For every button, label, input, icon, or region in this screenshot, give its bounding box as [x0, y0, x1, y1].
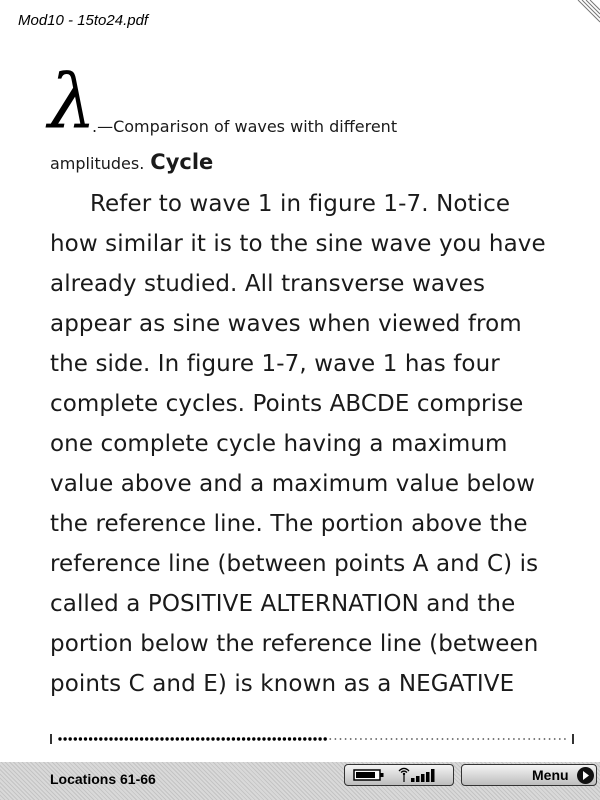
- progress-dot-unread: [416, 738, 418, 740]
- progress-dot-read: [211, 737, 214, 740]
- location-indicator: Locations 61-66: [50, 771, 156, 787]
- progress-dot-read: [176, 737, 179, 740]
- body-line: the side. In figure 1-7, wave 1 has four: [50, 351, 500, 377]
- menu-button[interactable]: [461, 764, 597, 786]
- progress-dot-unread: [482, 738, 484, 740]
- progress-dot-read: [125, 737, 128, 740]
- progress-dot-unread: [386, 738, 388, 740]
- body-line: points C and E) is known as a NEGATIVE: [50, 671, 515, 697]
- progress-dot-unread: [452, 738, 454, 740]
- progress-dot-unread: [493, 738, 495, 740]
- progress-dot-read: [227, 737, 230, 740]
- figure-caption: [48, 57, 570, 174]
- progress-dot-unread: [472, 738, 474, 740]
- wireless-signal-icon: [397, 766, 445, 784]
- progress-dot-read: [120, 737, 123, 740]
- progress-dot-unread: [396, 738, 398, 740]
- body-line: complete cycles. Points ABCDE comprise: [50, 391, 524, 417]
- body-line: appear as sine waves when viewed from: [50, 311, 522, 337]
- body-line: the reference line. The portion above the: [50, 511, 528, 537]
- progress-dot-read: [63, 737, 66, 740]
- lambda-glyph: λ: [48, 57, 97, 146]
- progress-dot-unread: [329, 738, 331, 740]
- progress-dot-unread: [467, 738, 469, 740]
- progress-dot-unread: [350, 738, 352, 740]
- progress-dot-read: [155, 737, 158, 740]
- progress-dot-unread: [447, 738, 449, 740]
- caption-text-line1: .—Comparison of waves with different: [92, 117, 398, 136]
- progress-dot-read: [69, 737, 72, 740]
- progress-dot-read: [186, 737, 189, 740]
- progress-dot-unread: [518, 738, 520, 740]
- progress-dot-read: [283, 737, 286, 740]
- progress-dot-read: [237, 737, 240, 740]
- page-content[interactable]: [48, 57, 570, 697]
- progress-dot-read: [298, 737, 301, 740]
- caption-line2: [50, 150, 213, 174]
- progress-dot-read: [58, 737, 61, 740]
- progress-dot-unread: [564, 738, 566, 740]
- body-line: how similar it is to the sine wave you have: [50, 231, 546, 257]
- arrow-right-icon: [577, 767, 594, 784]
- progress-dot-unread: [355, 738, 357, 740]
- progress-dot-read: [262, 737, 265, 740]
- progress-dot-read: [308, 737, 311, 740]
- body-line: Refer to wave 1 in figure 1-7. Notice: [90, 191, 511, 217]
- progress-dot-read: [273, 737, 276, 740]
- device-status-indicator[interactable]: [344, 764, 454, 786]
- caption-text-line2: amplitudes.: [50, 154, 145, 173]
- progress-dot-read: [206, 737, 209, 740]
- progress-dot-read: [150, 737, 153, 740]
- progress-dot-unread: [559, 738, 561, 740]
- progress-dot-read: [247, 737, 250, 740]
- progress-dot-unread: [508, 738, 510, 740]
- progress-dot-unread: [437, 738, 439, 740]
- section-heading: Cycle: [150, 150, 214, 174]
- progress-dot-read: [288, 737, 291, 740]
- progress-dot-read: [89, 737, 92, 740]
- progress-dot-read: [242, 737, 245, 740]
- progress-dot-read: [140, 737, 143, 740]
- progress-dot-unread: [335, 738, 337, 740]
- progress-dot-unread: [375, 738, 377, 740]
- progress-dot-read: [130, 737, 133, 740]
- progress-dot-read: [104, 737, 107, 740]
- progress-dot-unread: [442, 738, 444, 740]
- progress-dot-read: [318, 737, 321, 740]
- progress-dot-read: [278, 737, 281, 740]
- progress-dot-unread: [380, 738, 382, 740]
- status-bar: [0, 762, 600, 800]
- body-line: already studied. All transverse waves: [50, 271, 486, 297]
- progress-dot-unread: [513, 738, 515, 740]
- progress-dot-unread: [477, 738, 479, 740]
- body-line: one complete cycle having a maximum: [50, 431, 508, 457]
- progress-dot-read: [196, 737, 199, 740]
- progress-dot-read: [135, 737, 138, 740]
- battery-icon: [353, 768, 385, 782]
- progress-dot-read: [324, 737, 327, 740]
- progress-dot-read: [109, 737, 112, 740]
- progress-dot-unread: [406, 738, 408, 740]
- progress-dot-unread: [488, 738, 490, 740]
- progress-dot-unread: [457, 738, 459, 740]
- progress-dot-unread: [431, 738, 433, 740]
- progress-dot-read: [191, 737, 194, 740]
- progress-dot-unread: [391, 738, 393, 740]
- progress-dot-unread: [544, 738, 546, 740]
- progress-dot-read: [84, 737, 87, 740]
- progress-dot-read: [252, 737, 255, 740]
- progress-dot-read: [99, 737, 102, 740]
- progress-dot-unread: [528, 738, 530, 740]
- body-line: called a POSITIVE ALTERNATION and the: [50, 591, 516, 617]
- progress-dot-read: [293, 737, 296, 740]
- progress-dot-unread: [503, 738, 505, 740]
- progress-dot-unread: [523, 738, 525, 740]
- progress-dot-unread: [340, 738, 342, 740]
- progress-dot-read: [79, 737, 82, 740]
- progress-dot-read: [165, 737, 168, 740]
- body-line: reference line (between points A and C) is: [50, 551, 539, 577]
- progress-dot-unread: [370, 738, 372, 740]
- progress-dot-read: [74, 737, 77, 740]
- progress-dot-read: [94, 737, 97, 740]
- body-paragraph: [50, 184, 546, 704]
- progress-dot-unread: [554, 738, 556, 740]
- progress-dot-unread: [498, 738, 500, 740]
- progress-dot-unread: [462, 738, 464, 740]
- document-title: Mod10 - 15to24.pdf: [18, 12, 149, 29]
- progress-dot-read: [171, 737, 174, 740]
- progress-dot-read: [114, 737, 117, 740]
- progress-dot-unread: [365, 738, 367, 740]
- body-line: portion below the reference line (between: [50, 631, 539, 657]
- progress-dot-unread: [421, 738, 423, 740]
- menu-label: Menu: [532, 767, 569, 783]
- page-corner-fold-icon[interactable]: [574, 0, 600, 26]
- progress-dot-read: [145, 737, 148, 740]
- progress-dot-read: [303, 737, 306, 740]
- progress-dot-read: [232, 737, 235, 740]
- reading-progress-bar[interactable]: [50, 734, 574, 744]
- progress-dot-unread: [426, 738, 428, 740]
- body-line: value above and a maximum value below: [50, 471, 536, 497]
- progress-dot-unread: [345, 738, 347, 740]
- progress-dot-read: [257, 737, 260, 740]
- progress-dot-unread: [401, 738, 403, 740]
- progress-dot-unread: [360, 738, 362, 740]
- progress-dot-read: [267, 737, 270, 740]
- progress-dot-read: [201, 737, 204, 740]
- progress-dot-unread: [533, 738, 535, 740]
- progress-dot-unread: [411, 738, 413, 740]
- progress-dot-unread: [549, 738, 551, 740]
- progress-dot-read: [181, 737, 184, 740]
- progress-dot-read: [160, 737, 163, 740]
- progress-dot-unread: [539, 738, 541, 740]
- progress-dot-read: [222, 737, 225, 740]
- progress-dot-read: [216, 737, 219, 740]
- progress-dot-read: [313, 737, 316, 740]
